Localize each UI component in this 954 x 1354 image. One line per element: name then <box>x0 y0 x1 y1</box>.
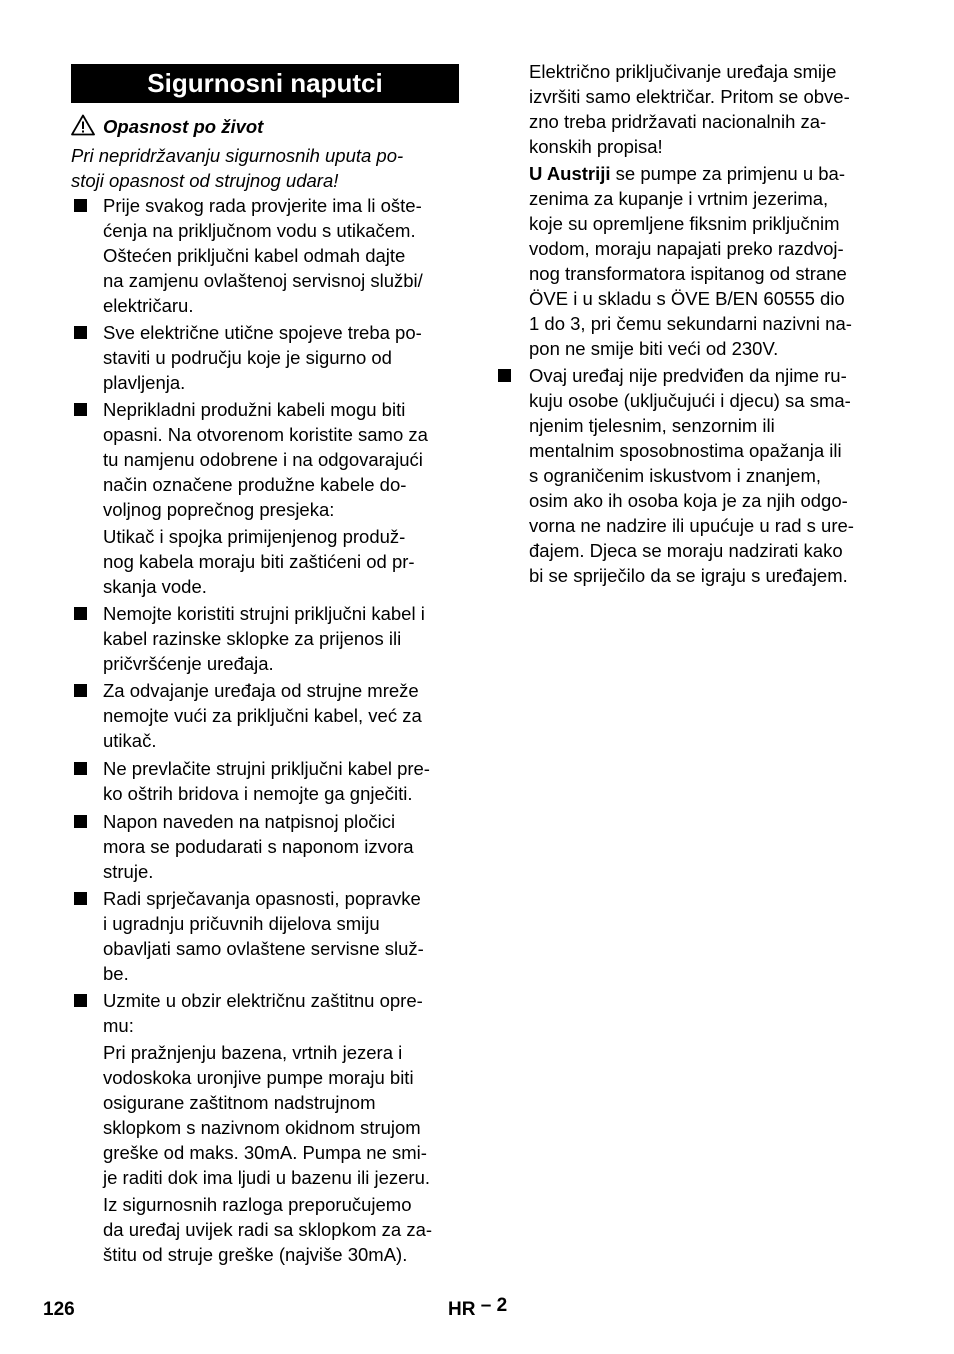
bullet-subpara-line: skanja vode. <box>103 576 207 597</box>
austria-line: 1 do 3, pri čemu sekundarni nazivni na- <box>529 313 852 334</box>
bullet-text-line: obavljati samo ovlaštene servisne služ- <box>103 938 424 959</box>
bullet-text-line: Sve električne utične spojeve treba po- <box>103 322 422 343</box>
bullet-subpara-line: vodoskoka uronjive pumpe moraju biti <box>103 1067 414 1088</box>
warning-triangle-icon <box>71 114 95 136</box>
bullet-text-line: voljnog poprečnog presjeka: <box>103 499 335 520</box>
bullet-text-line: tu namjenu odobrene i na odgovarajući <box>103 449 423 470</box>
bullet-text-line: Uzmite u obzir električnu zaštitnu opre- <box>103 990 423 1011</box>
bullet-text-line: mora se podudarati s naponom izvora <box>103 836 414 857</box>
bullet-text-line: način označene produžne kabele do- <box>103 474 407 495</box>
right-bullet-line: s ograničenim iskustvom i znanjem, <box>529 465 821 486</box>
bullet-square-icon <box>74 403 87 416</box>
right-bullet-line: mentalnim sposobnostima opažanja ili <box>529 440 842 461</box>
right-bullet-line: kuju osobe (uključujući i djecu) sa sma- <box>529 390 851 411</box>
right-bullet-line: bi se spriječilo da se igraju s uređajem. <box>529 565 848 586</box>
bullet-square-icon <box>74 199 87 212</box>
bullet-subpara-line: nog kabela moraju biti zaštićeni od pr- <box>103 551 415 572</box>
bullet-text-line: Napon naveden na natpisnoj pločici <box>103 811 396 832</box>
bullet-text-line: Neprikladni produžni kabeli mogu biti <box>103 399 406 420</box>
bullet-text-line: mu: <box>103 1015 134 1036</box>
danger-heading <box>71 114 263 139</box>
footer-language <box>448 1297 507 1322</box>
danger-heading-text: Opasnost po život <box>103 116 264 137</box>
bullet-text-line: nemojte vući za priključni kabel, već za <box>103 705 422 726</box>
right-bullet-line: vorna ne nadzire ili upućuje u rad s ure- <box>529 515 854 536</box>
right-para-line: konskih propisa! <box>529 136 663 157</box>
footer-section: 2 <box>496 1295 508 1316</box>
intro-line: stoji opasnost od strujnog udara! <box>71 170 339 191</box>
austria-line: zenima za kupanje i vrtnim jezerima, <box>529 188 829 209</box>
austria-line: koje su opremljene fiksnim priključnim <box>529 213 840 234</box>
bullet-text-line: plavljenja. <box>103 372 186 393</box>
bullet-text-line: Ne prevlačite strujni priključni kabel pre- <box>103 758 430 779</box>
bullet-text-line: struje. <box>103 861 154 882</box>
page-number: 126 <box>43 1299 75 1320</box>
austria-line: vodom, moraju napajati preko razdvoj- <box>529 238 844 259</box>
bullet-text-line: opasni. Na otvorenom koristite samo za <box>103 424 428 445</box>
bullet-square-icon <box>74 607 87 620</box>
bullet-square-icon <box>74 994 87 1007</box>
bullet-square-icon <box>74 762 87 775</box>
bullet-subpara-line: Iz sigurnosnih razloga preporučujemo <box>103 1194 412 1215</box>
bullet-text-line: ko oštrih bridova i nemojte ga gnječiti. <box>103 783 413 804</box>
bullet-subpara-line: štitu od struje greške (najviše 30mA). <box>103 1244 408 1265</box>
bullet-square-icon <box>498 369 511 382</box>
bullet-subpara-line: da uređaj uvijek radi sa sklopkom za za- <box>103 1219 433 1240</box>
bullet-subpara-line: je raditi dok ima ljudi u bazenu ili jezeru. <box>103 1167 431 1188</box>
bullet-square-icon <box>74 326 87 339</box>
right-bullet-line: njenim tjelesnim, senzornim ili <box>529 415 775 436</box>
right-bullet-line: đajem. Djeca se moraju nadzirati kako <box>529 540 843 561</box>
bullet-text-line: Radi sprječavanja opasnosti, popravke <box>103 888 421 909</box>
bullet-text-line: Prije svakog rada provjerite ima li ošte- <box>103 195 422 216</box>
intro-line: Pri nepridržavanju sigurnosnih uputa po- <box>71 145 404 166</box>
bullet-text-line: Za odvajanje uređaja od strujne mreže <box>103 680 419 701</box>
austria-line: ÖVE i u skladu s ÖVE B/EN 60555 dio <box>529 288 845 309</box>
bullet-subpara-line: osigurane zaštitnom nadstrujnom <box>103 1092 376 1113</box>
bullet-text-line: na zamjenu ovlaštenoj servisnoj službi/ <box>103 270 423 291</box>
bullet-text-line: pričvršćenje uređaja. <box>103 653 274 674</box>
section-title: Sigurnosni naputci <box>71 64 459 103</box>
right-bullet-line: Ovaj uređaj nije predviđen da njime ru- <box>529 365 847 386</box>
austria-line: pon ne smije biti veći od 230V. <box>529 338 779 359</box>
footer-lang-code: HR <box>448 1299 476 1320</box>
footer-dash: – <box>480 1295 492 1316</box>
bullet-text-line: Oštećen priključni kabel odmah dajte <box>103 245 406 266</box>
bullet-text-line: Nemojte koristiti strujni priključni kabel i <box>103 603 425 624</box>
bullet-square-icon <box>74 815 87 828</box>
right-para-line: izvršiti samo električar. Pritom se obve- <box>529 86 850 107</box>
right-para-line: Električno priključivanje uređaja smije <box>529 61 837 82</box>
bullet-text-line: be. <box>103 963 129 984</box>
bullet-text-line: utikač. <box>103 730 157 751</box>
bullet-subpara-line: Utikač i spojka primijenjenog produž- <box>103 526 406 547</box>
bullet-subpara-line: Pri pražnjenju bazena, vrtnih jezera i <box>103 1042 403 1063</box>
bullet-text-line: kabel razinske sklopke za prijenos ili <box>103 628 402 649</box>
bullet-text-line: ćenja na priključnom vodu s utikačem. <box>103 220 416 241</box>
bullet-text-line: i ugradnju pričuvnih dijelova smiju <box>103 913 380 934</box>
austria-bold: U Austriji <box>529 163 611 184</box>
bullet-square-icon <box>74 684 87 697</box>
bullet-subpara-line: greške od maks. 30mA. Pumpa ne smi- <box>103 1142 427 1163</box>
bullet-text-line: staviti u području koje je sigurno od <box>103 347 392 368</box>
bullet-text-line: električaru. <box>103 295 194 316</box>
right-bullet-line: osim ako ih osoba koja je za njih odgo- <box>529 490 848 511</box>
bullet-subpara-line: sklopkom s nazivnom okidnom strujom <box>103 1117 421 1138</box>
austria-first-line: U Austriji se pumpe za primjenu u ba- <box>529 163 846 184</box>
right-para-line: zno treba pridržavati nacionalnih za- <box>529 111 827 132</box>
austria-line: nog transformatora ispitanog od strane <box>529 263 847 284</box>
bullet-square-icon <box>74 892 87 905</box>
